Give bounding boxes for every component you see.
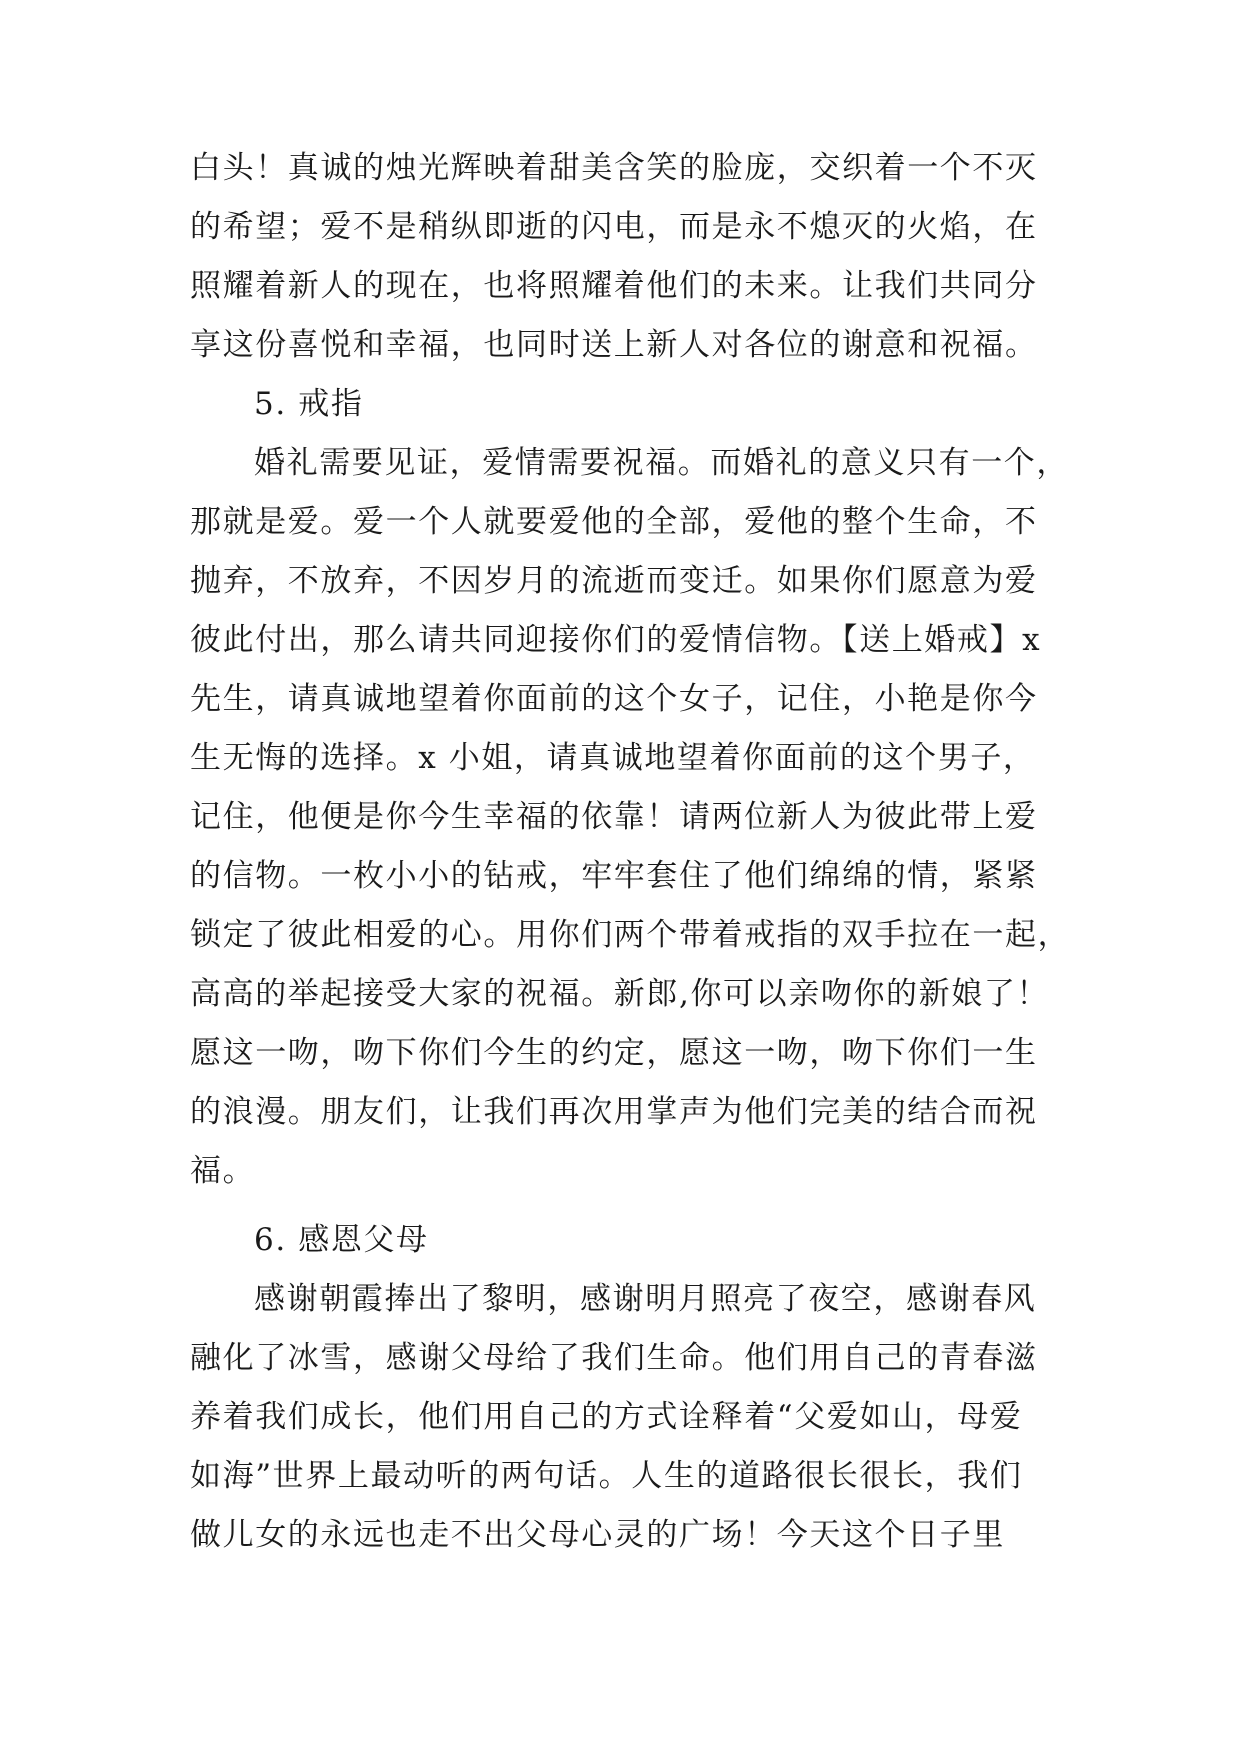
paragraph: [190, 434, 1071, 1201]
paragraph: [190, 1270, 1060, 1565]
text-line: 如海”世界上最动听的两句话。人生的道路很长很长，我们: [190, 1458, 1023, 1494]
text-line: 养着我们成长，他们用自己的方式诠释着“父爱如山，母爱: [190, 1399, 1023, 1435]
text-line: 融化了冰雪，感谢父母给了我们生命。他们用自己的青春滋: [190, 1340, 1038, 1376]
text-line: 白头！真诚的烛光辉映着甜美含笑的脸庞，交织着一个不灭: [190, 150, 1038, 186]
paragraph: [190, 139, 1060, 375]
text-line: 感谢朝霞捧出了黎明，感谢明月照亮了夜空，感谢春风: [254, 1281, 1037, 1317]
text-line: 做儿女的永远也走不出父母心灵的广场！今天这个日子里: [190, 1517, 1005, 1553]
text-line: 愿这一吻，吻下你们今生的约定，愿这一吻，吻下你们一生: [190, 1035, 1038, 1071]
text-line: 福。: [190, 1153, 256, 1189]
heading-text: 5. 戒指: [254, 386, 364, 422]
text-line: 的浪漫。朋友们，让我们再次用掌声为他们完美的结合而祝: [190, 1094, 1038, 1130]
section-heading-thank-parents: [190, 1211, 1060, 1270]
section-heading-rings: [190, 375, 1060, 434]
text-line: 抛弃，不放弃，不因岁月的流逝而变迁。如果你们愿意为爱: [190, 563, 1038, 599]
text-line: 的希望；爱不是稍纵即逝的闪电，而是永不熄灭的火焰，在: [190, 209, 1038, 245]
text-line: 的信物。一枚小小的钻戒，牢牢套住了他们绵绵的情，紧紧: [190, 858, 1038, 894]
text-line: 记住，他便是你今生幸福的依靠！请两位新人为彼此带上爱: [190, 799, 1038, 835]
text-line: 享这份喜悦和幸福，也同时送上新人对各位的谢意和祝福。: [190, 327, 1038, 363]
text-line: 照耀着新人的现在，也将照耀着他们的未来。让我们共同分: [190, 268, 1038, 304]
text-line: 彼此付出，那么请共同迎接你们的爱情信物。【送上婚戒】x: [190, 622, 1042, 658]
text-line: 锁定了彼此相爱的心。用你们两个带着戒指的双手拉在一起，: [190, 917, 1071, 953]
text-line: 先生，请真诚地望着你面前的这个女子，记住，小艳是你今: [190, 681, 1038, 717]
text-line: 高高的举起接受大家的祝福。新郎,你可以亲吻你的新娘了！: [190, 976, 1050, 1012]
text-line: 生无悔的选择。x 小姐，请真诚地望着你面前的这个男子，: [190, 740, 1036, 776]
text-line: 婚礼需要见证，爱情需要祝福。而婚礼的意义只有一个，: [254, 445, 1069, 481]
text-line: 那就是爱。爱一个人就要爱他的全部，爱他的整个生命，不: [190, 504, 1038, 540]
heading-text: 6. 感恩父母: [254, 1222, 429, 1258]
document-body: [190, 139, 1071, 1565]
